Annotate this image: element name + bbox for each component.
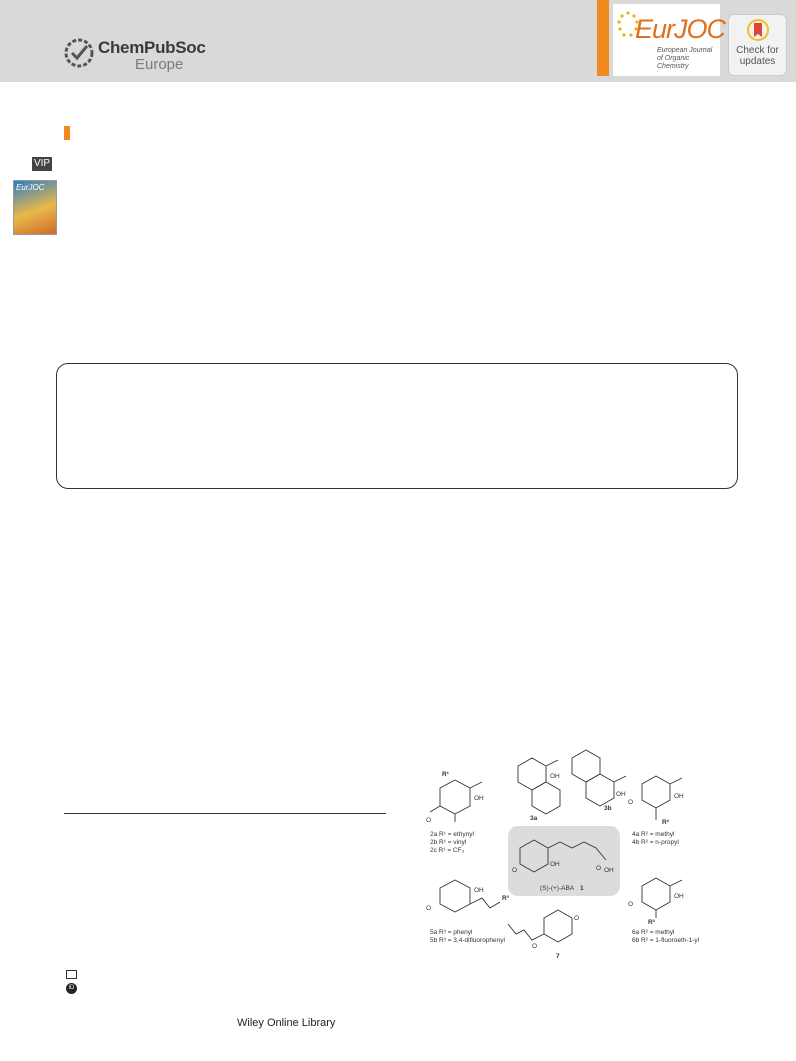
atom-oh-3a: OH	[550, 773, 560, 780]
orcid-icon: iD	[66, 983, 77, 994]
label-5a: 5a R³ = phenyl	[430, 929, 473, 936]
atom-o-4: O	[628, 799, 634, 806]
check-for-updates-button[interactable]	[728, 14, 787, 76]
label-4b: 4b R² = n-propyl	[632, 839, 679, 846]
journal-subtitle-line1: European Journal	[657, 47, 713, 54]
journal-title: EurJOC	[635, 14, 726, 44]
atom-oh-2: OH	[474, 795, 484, 802]
chempubsoc-logo-icon	[62, 36, 96, 70]
journal-subtitle	[657, 47, 719, 71]
vip-badge: VIP	[33, 158, 51, 169]
label-2c: 2c R¹ = CF₃	[430, 847, 465, 854]
ring-7	[544, 910, 572, 942]
atom-o-acid: O	[596, 865, 602, 872]
atom-o-2: O	[426, 817, 432, 824]
label-6a: 6a R² = methyl	[632, 929, 675, 936]
atom-o-6: O	[628, 901, 634, 908]
label-3b: 3b	[604, 805, 612, 812]
publisher-region: Europe	[135, 56, 184, 73]
footnote-divider	[64, 813, 386, 814]
r1-label: R¹	[442, 771, 449, 778]
monitor-icon	[66, 970, 77, 979]
atom-o-7: O	[532, 943, 538, 950]
check-for-updates-label	[729, 45, 786, 67]
r3-label: R³	[502, 895, 509, 902]
atom-o-5: O	[426, 905, 432, 912]
check-line1: Check for	[736, 45, 779, 56]
label-4a: 4a R² = methyl	[632, 831, 675, 838]
wiley-online-library-label: Wiley Online Library	[237, 1017, 336, 1029]
label-2a: 2a R¹ = ethynyl	[430, 831, 474, 838]
atom-oh-4: OH	[674, 793, 684, 800]
aba-number: 1	[580, 885, 584, 892]
label-7: 7	[556, 953, 560, 960]
journal-header	[0, 0, 796, 82]
ring-2	[440, 780, 470, 814]
r2-label-4: R²	[662, 819, 669, 826]
r2-label-6: R²	[648, 919, 655, 926]
ring-3a-aryl	[532, 782, 560, 814]
chemical-structures-scheme	[420, 748, 720, 968]
abstract-frame	[56, 363, 738, 489]
ring-5	[440, 880, 470, 912]
journal-subtitle-line2: of Organic Chemistry	[657, 55, 690, 70]
atom-o-aba: O	[512, 867, 518, 874]
journal-cover-image[interactable]	[13, 180, 57, 235]
label-5b: 5b R³ = 3,4-difluorophenyl	[430, 937, 505, 944]
section-marker	[64, 126, 70, 140]
aba-label: (S)-(+)-ABA	[540, 885, 575, 892]
ring-3b	[586, 774, 614, 806]
allyl-ether-chain	[508, 924, 544, 940]
ring-3a	[518, 758, 546, 790]
journal-logo	[613, 4, 726, 76]
check-line2: updates	[739, 56, 776, 67]
styryl-chain	[470, 898, 500, 908]
ring-3b-aryl	[572, 750, 600, 782]
ring-6	[642, 878, 670, 910]
label-2b: 2b R¹ = vinyl	[430, 839, 467, 846]
cover-title: EurJOC	[16, 183, 45, 192]
atom-oh-5: OH	[474, 887, 484, 894]
label-3a: 3a	[530, 815, 538, 822]
ring-4	[642, 776, 670, 808]
bookmark-icon	[747, 19, 769, 43]
atom-oh-6: OH	[674, 893, 684, 900]
accent-bar	[597, 0, 609, 76]
atom-oh-aba: OH	[550, 861, 560, 868]
atom-oh-acid: OH	[604, 867, 614, 874]
atom-oh-3b: OH	[616, 791, 626, 798]
atom-oh-7: O	[574, 915, 580, 922]
label-6b: 6b R² = 1-fluoroeth-1-yl	[632, 937, 700, 944]
publisher-name: ChemPubSoc	[98, 38, 206, 57]
